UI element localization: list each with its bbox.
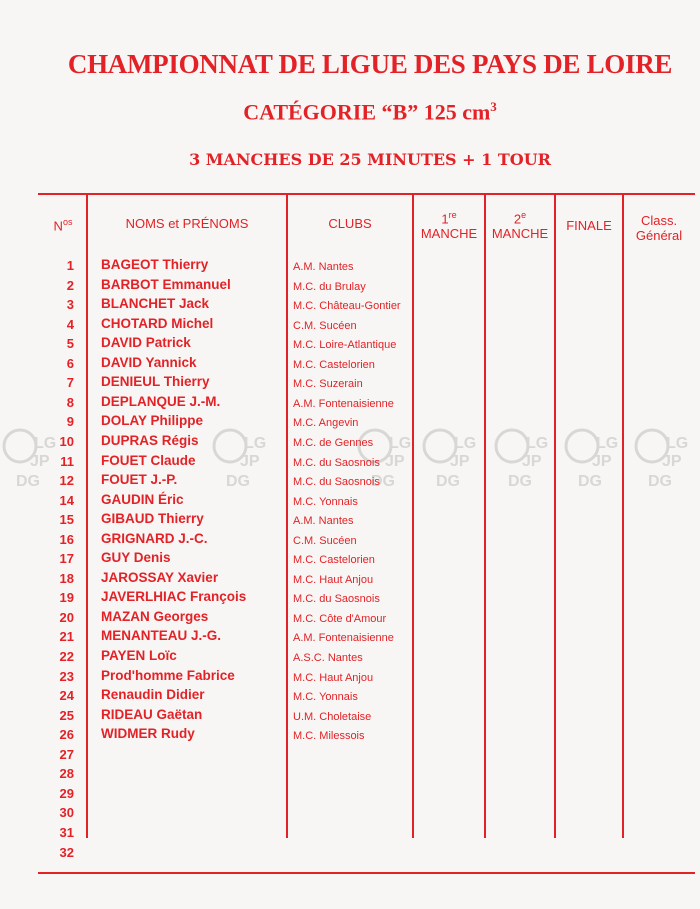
rider-name: PAYEN Loïc (101, 648, 177, 663)
rider-club: M.C. Yonnais (293, 496, 358, 508)
svg-text:DG: DG (648, 473, 672, 490)
rider-name: CHOTARD Michel (101, 316, 214, 331)
row-number: 32 (59, 845, 74, 860)
row-number: 3 (66, 297, 74, 312)
rider-club: A.M. Nantes (293, 515, 354, 527)
rider-name: JAROSSAY Xavier (101, 570, 219, 585)
logo-lgjpdg-icon (562, 420, 624, 490)
rider-club: M.C. du Saosnois (293, 593, 380, 605)
svg-text:DG: DG (508, 473, 532, 490)
header-manche-2-label: MANCHE (491, 226, 549, 242)
row-number: 16 (59, 532, 74, 547)
svg-text:DG: DG (226, 473, 250, 490)
row-number: 8 (66, 395, 74, 410)
header-manche-2 (486, 208, 554, 241)
rider-name: RIDEAU Gaëtan (101, 707, 203, 722)
rider-name: GAUDIN Éric (101, 492, 184, 507)
rider-name: FOUET J.-P. (101, 472, 178, 487)
row-number: 6 (66, 356, 74, 371)
row-number: 26 (59, 727, 74, 742)
category-subtitle (0, 99, 700, 125)
header-manche-1-num: 1re (441, 210, 457, 227)
rider-club: A.M. Nantes (293, 261, 354, 273)
row-number: 31 (59, 825, 74, 840)
header-manche-1-label: MANCHE (420, 226, 478, 242)
svg-text:JP: JP (592, 453, 612, 470)
rider-club: C.M. Sucéen (293, 320, 357, 332)
rider-club: A.S.C. Nantes (293, 652, 363, 664)
rider-club: A.M. Fontenaisienne (293, 632, 394, 644)
rider-name: Prod'homme Fabrice (101, 668, 235, 683)
rider-name: GRIGNARD J.-C. (101, 531, 208, 546)
rider-club: M.C. Côte d'Amour (293, 613, 387, 625)
rider-club: M.C. Milessois (293, 730, 365, 742)
row-number: 14 (59, 493, 74, 508)
rider-club: A.M. Fontenaisienne (293, 398, 394, 410)
page-title: CHAMPIONNAT DE LIGUE DES PAYS DE LOIRE (67, 49, 673, 79)
table-bottom-rule (38, 872, 695, 874)
rider-club: M.C. Angevin (293, 417, 359, 429)
row-number: 10 (59, 434, 74, 449)
rider-name: GIBAUD Thierry (101, 511, 204, 526)
header-finale: FINALE (566, 218, 612, 233)
row-number: 21 (59, 629, 74, 644)
header-noms: NOMS et PRÉNOMS (125, 216, 249, 231)
header-classement-line1: Class. (640, 213, 678, 228)
row-number: 9 (66, 414, 74, 429)
header-clubs: CLUBS (328, 216, 372, 231)
svg-text:DG: DG (16, 473, 40, 490)
svg-text:LG: LG (666, 435, 689, 452)
rider-name: DENIEUL Thierry (101, 374, 210, 389)
rider-name: DAVID Yannick (101, 355, 197, 370)
rider-club: M.C. Castelorien (293, 554, 375, 566)
rider-name: WIDMER Rudy (101, 726, 195, 741)
header-classement-line2: Général (635, 228, 683, 243)
col-rule-num (86, 194, 88, 838)
rider-club: M.C. Haut Anjou (293, 574, 374, 586)
rider-club: M.C. Loire-Atlantique (293, 339, 397, 351)
row-number: 11 (60, 454, 74, 469)
svg-text:LG: LG (34, 435, 57, 452)
col-rule-m2 (554, 194, 556, 838)
row-number: 27 (59, 747, 74, 762)
header-num-text: N (53, 218, 63, 234)
header-manche-1 (414, 208, 484, 241)
row-number: 24 (59, 688, 74, 703)
header-classement (624, 213, 694, 243)
svg-text:LG: LG (244, 435, 267, 452)
row-number: 5 (66, 336, 74, 351)
row-number: 18 (59, 571, 74, 586)
rider-name: DUPRAS Régis (101, 433, 199, 448)
rider-club: C.M. Sucéen (293, 535, 357, 547)
rider-club: M.C. du Saosnois (293, 476, 380, 488)
col-rule-clubs (412, 194, 414, 838)
row-number: 25 (59, 708, 74, 723)
row-number: 19 (59, 590, 74, 605)
row-number: 4 (66, 317, 74, 332)
rider-club: M.C. de Gennes (293, 437, 374, 449)
row-number: 22 (59, 649, 74, 664)
rider-club: U.M. Choletaise (293, 711, 372, 723)
header-num (40, 215, 86, 233)
svg-text:JP: JP (450, 453, 470, 470)
col-rule-finale (622, 194, 624, 838)
table-top-rule (38, 193, 695, 195)
rider-name: DAVID Patrick (101, 335, 191, 350)
svg-text:JP: JP (30, 453, 50, 470)
svg-text:LG: LG (526, 435, 549, 452)
rider-name: BAGEOT Thierry (101, 257, 209, 272)
header-manche-2-num: 2e (513, 210, 527, 227)
logo-lgjpdg-icon (632, 420, 694, 490)
row-number: 17 (59, 551, 74, 566)
rider-club: M.C. Haut Anjou (293, 672, 374, 684)
row-number: 1 (66, 258, 74, 273)
category-sup: 3 (490, 99, 497, 114)
svg-text:DG: DG (371, 473, 395, 490)
row-number: 29 (59, 786, 74, 801)
rider-name: DEPLANQUE J.-M. (101, 394, 221, 409)
rider-club: M.C. du Brulay (293, 281, 366, 293)
rider-name: BARBOT Emmanuel (101, 277, 231, 292)
rider-name: MENANTEAU J.-G. (101, 628, 222, 643)
row-number: 28 (59, 766, 74, 781)
col-rule-noms (286, 194, 288, 838)
svg-text:LG: LG (596, 435, 619, 452)
header-num-sup: os (62, 217, 73, 227)
row-number: 7 (66, 375, 74, 390)
rider-club: M.C. du Saosnois (293, 457, 380, 469)
svg-text:LG: LG (389, 435, 412, 452)
rider-name: BLANCHET Jack (101, 296, 210, 311)
row-number: 23 (59, 669, 74, 684)
rider-club: M.C. Suzerain (293, 378, 363, 390)
rider-club: M.C. Château-Gontier (293, 300, 401, 312)
row-number: 15 (59, 512, 74, 527)
rider-club: M.C. Castelorien (293, 359, 375, 371)
logo-lgjpdg-icon (420, 420, 482, 490)
svg-text:JP: JP (522, 453, 542, 470)
rider-name: DOLAY Philippe (101, 413, 204, 428)
rider-name: JAVERLHIAC François (101, 589, 247, 604)
logo-lgjpdg-icon (492, 420, 554, 490)
svg-text:LG: LG (454, 435, 477, 452)
race-format: 3 MANCHES DE 25 MINUTES + 1 TOUR (189, 150, 551, 169)
svg-text:JP: JP (240, 453, 260, 470)
col-rule-m1 (484, 194, 486, 838)
svg-text:DG: DG (578, 473, 602, 490)
svg-text:DG: DG (436, 473, 460, 490)
rider-name: Renaudin Didier (101, 687, 205, 702)
rider-name: FOUET Claude (101, 453, 196, 468)
rider-club: M.C. Yonnais (293, 691, 358, 703)
svg-text:JP: JP (385, 453, 405, 470)
rider-name: MAZAN Georges (101, 609, 209, 624)
category-text: CATÉGORIE “B” 125 cm (243, 99, 491, 125)
row-number: 20 (59, 610, 74, 625)
row-number: 30 (59, 805, 74, 820)
svg-text:JP: JP (662, 453, 682, 470)
row-number: 2 (66, 278, 74, 293)
row-number: 12 (59, 473, 74, 488)
logo-lgjpdg-icon (210, 420, 272, 490)
rider-name: GUY Denis (101, 550, 171, 565)
